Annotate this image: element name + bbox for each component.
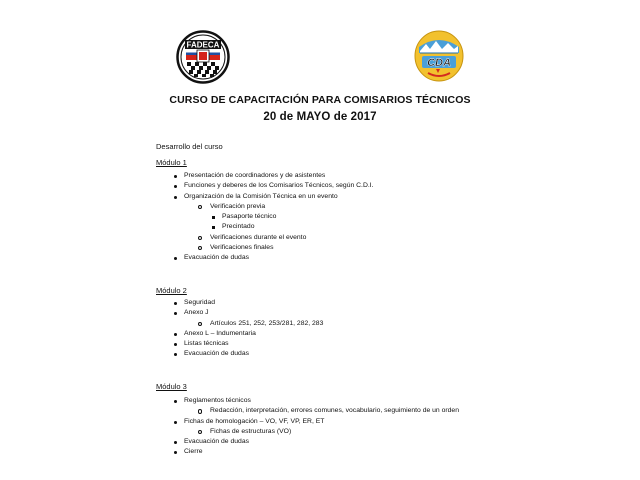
module-3-heading: Módulo 3	[156, 382, 187, 391]
svg-text:CDA: CDA	[427, 57, 451, 69]
document-date: 20 de MAYO de 2017	[263, 111, 377, 123]
module-2-heading: Módulo 2	[156, 286, 187, 295]
svg-text:FADECA: FADECA	[186, 40, 220, 50]
fadeca-logo	[176, 30, 230, 84]
cda-logo	[414, 29, 464, 83]
list-item: Listas técnicas	[172, 339, 472, 349]
intro-text: Desarrollo del curso	[156, 142, 223, 151]
module-2-list	[172, 298, 472, 360]
list-item: Anexo L – Indumentaria	[172, 329, 472, 339]
sub-list-item: Verificaciones durante el evento	[172, 233, 472, 243]
list-item: Cierre	[172, 447, 472, 457]
fadeca-logo-icon	[176, 30, 230, 84]
list-item-label: Anexo J	[184, 309, 209, 317]
sub-sub-list-item: Precintado	[172, 222, 472, 232]
list-item: Evacuación de dudas	[172, 253, 472, 263]
sub-list-item	[172, 202, 472, 233]
cda-logo-icon	[414, 29, 464, 83]
list-item: Funciones y deberes de los Comisarios Técnicos, según C.D.I.	[172, 181, 472, 191]
module-1-list	[172, 171, 472, 264]
sub-list-item: Fichas de estructuras (VO)	[172, 427, 472, 437]
list-item: Evacuación de dudas	[172, 437, 472, 447]
list-item	[172, 308, 472, 329]
list-item: Evacuación de dudas	[172, 349, 472, 359]
sub-sub-list-item: Pasaporte técnico	[172, 212, 472, 222]
sub-list-item: Verificaciones finales	[172, 243, 472, 253]
list-item	[172, 417, 472, 438]
sub-list-item-label: Redacción, interpretación, errores comunes, vocabulario, seguimiento de un orden	[210, 407, 459, 415]
list-item	[172, 192, 472, 254]
list-item: Presentación de coordinadores y de asistentes	[172, 171, 472, 181]
sub-list-item	[172, 406, 472, 416]
list-item: Seguridad	[172, 298, 472, 308]
list-item-label: Reglamentos técnicos	[184, 397, 251, 404]
module-3-list	[172, 396, 472, 458]
sub-list-item-label: Verificación previa	[210, 202, 266, 210]
list-item-label: Fichas de homologación – VO, VF, VP, ER, ET	[184, 417, 325, 425]
list-item-label: Organización de la Comisión Técnica en un evento	[184, 192, 338, 200]
module-1-heading: Módulo 1	[156, 158, 187, 167]
list-item	[172, 396, 472, 417]
sub-list-item: Artículos 251, 252, 253/281, 282, 283	[172, 319, 472, 329]
document-title: CURSO DE CAPACITACIÓN PARA COMISARIOS TÉCNICOS	[169, 94, 471, 106]
